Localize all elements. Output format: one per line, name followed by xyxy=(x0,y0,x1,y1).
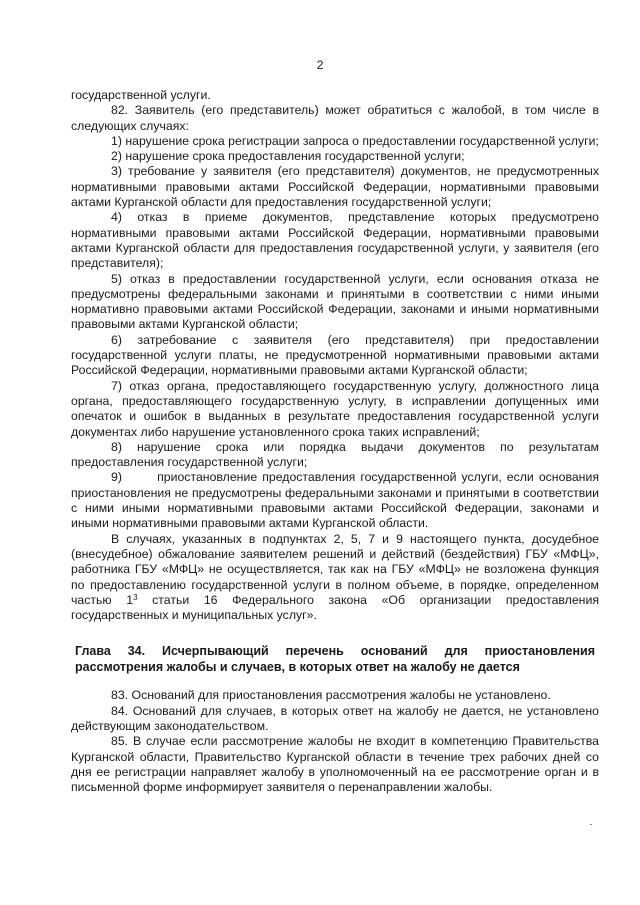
list-item-3: 3) требование у заявителя (его представителя) документов, не предусмотренных нормативными правовыми актами Российской Федерации, нормативными правовыми актами Курганской области для предоставления государственной услуги; xyxy=(71,164,599,210)
list-item-8: 8) нарушение срока или порядка выдачи документов по результатам предоставления государственной услуги; xyxy=(71,439,599,470)
page-number: 2 xyxy=(316,58,324,72)
list-item-1: 1) нарушение срока регистрации запроса о предоставлении государственной услуги; xyxy=(111,133,599,148)
paragraph-84: 84. Оснований для случаев, в которых ответ на жалобу не дается, не установлено действующим законодательством. xyxy=(71,703,599,733)
paragraph-exceptions-text-end: статьи 16 Федерального закона «Об организации предоставления государственных и муниципальных услуг». xyxy=(71,592,599,623)
chapter-heading: Глава 34. Исчерпывающий перечень оснований для приостановления рассмотрения жалобы и случаев, в которых ответ на жалобу не дается xyxy=(75,644,595,674)
superscript: 3 xyxy=(133,592,138,602)
paragraph-83: 83. Оснований для приостановления рассмотрения жалобы не установлено. xyxy=(111,688,551,703)
paragraph-85: 85. В случае если рассмотрение жалобы не входит в компетенцию Правительства Курганской области, Правительство Курганской области в течение трех рабочих дней со дня ее регистрации направляет жалобу в уполномоченный на ее рассмотрение орган и в письменной форме информирует заявителя о перенаправлении жалобы. xyxy=(71,734,599,795)
document-body xyxy=(71,88,599,795)
list-item-2: 2) нарушение срока предоставления государственной услуги; xyxy=(111,149,465,164)
list-item-6: 6) затребование с заявителя (его представителя) при предоставлении государственной услуги платы, не предусмотренной нормативными правовыми актами Российской Федерации, нормативными правовыми актами Курганской области; xyxy=(71,332,599,378)
list-item-7: 7) отказ органа, предоставляющего государственную услугу, должностного лица органа, предоставляющего государственную услугу, в исправлении допущенных ими опечаток и ошибок в выданных в результате предоставления государственной услуги документах либо нарушение установленного срока таких исправлений; xyxy=(71,378,599,439)
scan-mark xyxy=(590,824,592,825)
list-item-5: 5) отказ в предоставлении государственной услуги, если основания отказа не предусмотрены федеральными законами и принятыми в соответствии с ними иными нормативно правовыми актами Российской Федерации, законами и иными нормативными правовыми актами Курганской области; xyxy=(71,271,599,332)
paragraph-82: 82. Заявитель (его представитель) может обратиться с жалобой, в том числе в следующих случаях: xyxy=(71,103,599,133)
paragraph-exceptions-text: В случаях, указанных в подпунктах 2, 5, 7 и 9 настоящего пункта, досудебное (внесудебное) обжалование заявителем решений и действий (бездействия) ГБУ «МФЦ», работника ГБУ «МФЦ» не осуществляется, так как на ГБУ «МФЦ» не возложена функция по предоставлению государственной услуги в полном объеме, в порядке, определенном частью 1 xyxy=(71,531,599,607)
paragraph-continuation: государственной услуги. xyxy=(71,88,211,102)
list-item-4: 4) отказ в приеме документов, представление которых предусмотрено нормативными правовыми актами Российской Федерации, нормативными правовыми актами Курганской области для предоставления государственной услуги, у заявителя (его представителя); xyxy=(71,210,599,271)
list-item-9: 9) приостановление предоставления государственной услуги, если основания приостановления не предусмотрены федеральными законами и принятыми в соответствии с ними иными нормативными правовыми актами Российской Федерации, законами и иными нормативными правовыми актами Курганской области. xyxy=(71,470,599,531)
paragraph-exceptions xyxy=(71,532,599,624)
